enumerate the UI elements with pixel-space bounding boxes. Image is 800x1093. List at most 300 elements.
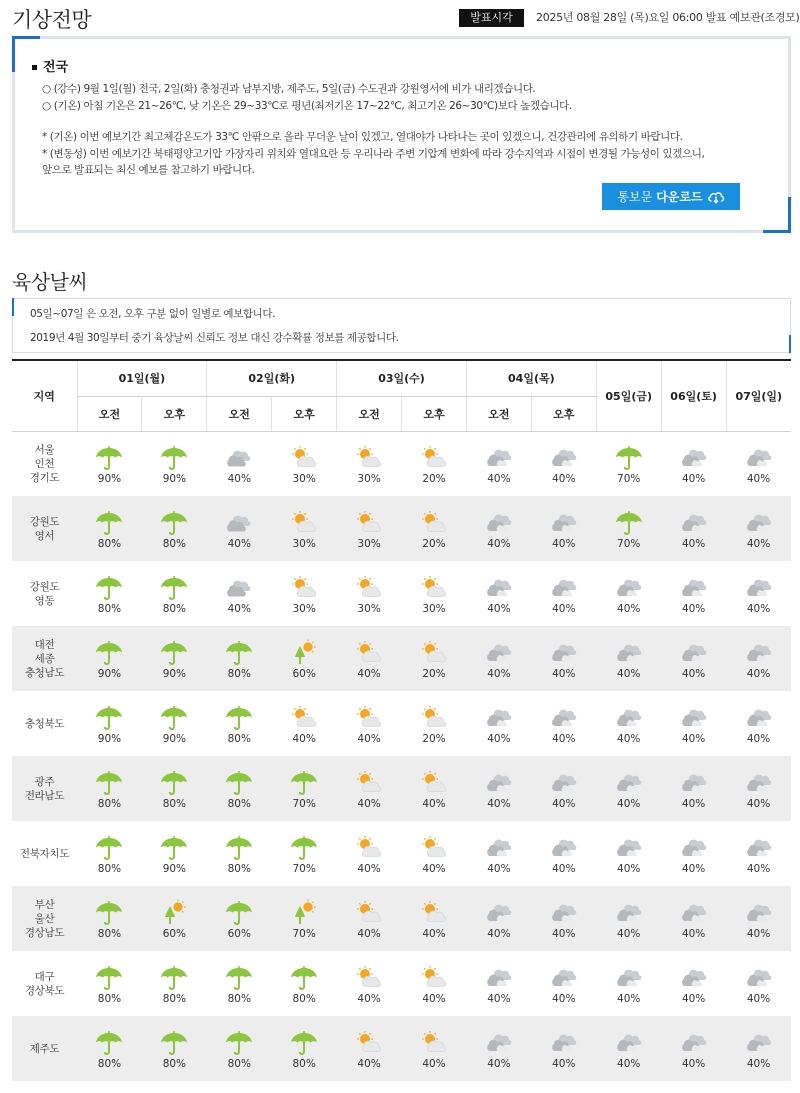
forecast-cell (596, 821, 661, 886)
date-header: 04일(목) (466, 360, 596, 396)
precip-probability: 40% (357, 1057, 381, 1070)
forecast-cell (596, 951, 661, 1016)
precip-probability: 80% (227, 862, 251, 875)
download-label: 다운로드 (656, 190, 703, 204)
forecast-outlook-box (12, 36, 791, 233)
umbrella-rain-icon (288, 963, 320, 991)
mostly-cloudy-icon (613, 833, 645, 861)
partly-cloudy-icon (353, 1028, 385, 1056)
forecast-cell (77, 756, 142, 821)
precip-probability: 40% (422, 927, 446, 940)
region-cell (12, 1016, 77, 1081)
mostly-cloudy-icon (483, 443, 515, 471)
precip-probability: 40% (681, 602, 706, 615)
mostly-cloudy-icon (743, 898, 775, 926)
forecast-cell (661, 626, 726, 691)
mostly-cloudy-icon (678, 638, 710, 666)
forecast-cell (466, 756, 531, 821)
precip-probability: 40% (746, 862, 771, 875)
forecast-cell (726, 1016, 791, 1081)
partly-cloudy-icon (353, 963, 385, 991)
precip-probability: 40% (487, 1057, 511, 1070)
mostly-cloudy-icon (483, 573, 515, 601)
partly-cloudy-icon (418, 1028, 450, 1056)
mostly-cloudy-icon (613, 638, 645, 666)
forecast-cell (272, 756, 337, 821)
umbrella-rain-icon (223, 703, 255, 731)
partly-cloudy-icon (418, 963, 450, 991)
umbrella-rain-icon (93, 508, 125, 536)
precip-probability: 40% (746, 537, 771, 550)
partly-cloudy-icon (353, 768, 385, 796)
forecast-cell (596, 561, 661, 626)
forecast-line-temperature: ○ (기온) 아침 기온은 21~26℃, 낮 기온은 29~33℃로 평년(최저기온 17~22℃, 최고기온 26~30℃)보다 높겠습니다. (42, 99, 572, 112)
forecast-cell (466, 951, 531, 1016)
forecast-cell (531, 756, 596, 821)
pm-header: 오후 (531, 396, 596, 431)
forecast-cell (337, 561, 402, 626)
precip-probability: 20% (422, 472, 446, 485)
region-name: 제주도 (29, 1042, 60, 1055)
precip-probability: 40% (746, 992, 771, 1005)
forecast-cell (142, 756, 207, 821)
corner-accent (788, 197, 791, 233)
precip-probability: 40% (422, 1057, 446, 1070)
precip-probability: 70% (292, 797, 316, 810)
forecast-cell (207, 496, 272, 561)
partly-cloudy-icon (418, 508, 450, 536)
umbrella-rain-icon (613, 508, 645, 536)
shower-icon (158, 898, 190, 926)
precip-probability: 40% (552, 732, 576, 745)
precip-probability: 40% (487, 472, 511, 485)
forecast-rows (12, 431, 791, 1081)
precip-probability: 40% (681, 667, 706, 680)
umbrella-rain-icon (93, 443, 125, 471)
region-name: 영동 (34, 594, 55, 607)
partly-cloudy-icon (418, 898, 450, 926)
umbrella-rain-icon (223, 638, 255, 666)
region-cell (12, 821, 77, 886)
mostly-cloudy-icon (483, 833, 515, 861)
umbrella-rain-icon (158, 443, 190, 471)
forecast-cell (726, 821, 791, 886)
umbrella-rain-icon (158, 703, 190, 731)
forecast-cell (661, 756, 726, 821)
mostly-cloudy-icon (678, 833, 710, 861)
forecast-cell (272, 431, 337, 496)
precip-probability: 40% (487, 537, 511, 550)
mostly-cloudy-icon (483, 768, 515, 796)
precip-probability: 40% (681, 1057, 706, 1070)
precip-probability: 40% (617, 992, 641, 1005)
region-cell (12, 886, 77, 951)
precip-probability: 40% (357, 992, 381, 1005)
precip-probability: 90% (162, 862, 187, 875)
mostly-cloudy-icon (548, 573, 580, 601)
mostly-cloudy-icon (613, 898, 645, 926)
forecast-row (12, 431, 791, 496)
forecast-cell (726, 431, 791, 496)
precip-probability: 40% (357, 667, 381, 680)
precip-probability: 40% (746, 472, 771, 485)
forecast-cell (402, 821, 467, 886)
forecast-cell (207, 1016, 272, 1081)
forecast-cell (77, 821, 142, 886)
precip-probability: 40% (552, 472, 576, 485)
region-name: 경상남도 (24, 926, 65, 939)
mostly-cloudy-icon (548, 443, 580, 471)
mostly-cloudy-icon (678, 963, 710, 991)
precip-probability: 70% (292, 862, 316, 875)
forecast-cell (596, 886, 661, 951)
mostly-cloudy-icon (678, 443, 710, 471)
precip-probability: 40% (681, 797, 706, 810)
partly-cloudy-icon (418, 573, 450, 601)
precip-probability: 20% (422, 732, 446, 745)
forecast-cell (337, 1016, 402, 1081)
umbrella-rain-icon (613, 443, 645, 471)
mostly-cloudy-icon (548, 833, 580, 861)
forecast-cell (402, 1016, 467, 1081)
partly-cloudy-icon (353, 443, 385, 471)
forecast-region-label: 전국 (43, 60, 69, 75)
precip-probability: 80% (97, 1057, 122, 1070)
mostly-cloudy-icon (483, 898, 515, 926)
forecast-cell (142, 626, 207, 691)
partly-cloudy-icon (288, 573, 320, 601)
cloudy-icon (223, 573, 255, 601)
forecast-row (12, 886, 791, 951)
forecast-cell (726, 951, 791, 1016)
am-header: 오전 (337, 396, 402, 431)
precip-probability: 70% (292, 927, 316, 940)
precip-probability: 70% (617, 472, 641, 485)
land-note: 05일~07일 은 오전, 오후 구분 없이 일별로 예보합니다. (30, 308, 276, 320)
umbrella-rain-icon (223, 898, 255, 926)
forecast-row (12, 821, 791, 886)
forecast-note: * (변동성) 이번 예보기간 북태평양고기압 가장자리 위치와 열대요란 등 우리나라 주변 기압계 변화에 따라 강수지역과 시점이 변경될 가능성이 있겠으니, (42, 147, 705, 160)
date-header: 07일(일) (726, 360, 791, 431)
mostly-cloudy-icon (613, 573, 645, 601)
mostly-cloudy-icon (743, 768, 775, 796)
precip-probability: 40% (487, 667, 511, 680)
forecast-cell (77, 951, 142, 1016)
umbrella-rain-icon (93, 573, 125, 601)
mostly-cloudy-icon (743, 573, 775, 601)
forecast-cell (207, 756, 272, 821)
top-bar (0, 0, 800, 36)
bullet-square-icon (32, 65, 37, 70)
precip-probability: 20% (422, 537, 446, 550)
forecast-cell (77, 1016, 142, 1081)
am-header: 오전 (77, 396, 142, 431)
umbrella-rain-icon (93, 638, 125, 666)
forecast-line-precipitation: ○ (강수) 9월 1일(월) 전국, 2일(화) 충청권과 남부지방, 제주도, 5일(금) 수도권과 강원영서에 비가 내리겠습니다. (42, 83, 536, 95)
forecast-cell (337, 886, 402, 951)
shower-icon (288, 898, 320, 926)
cloud-download-icon (707, 190, 725, 204)
precip-probability: 40% (487, 862, 511, 875)
forecast-cell (596, 496, 661, 561)
region-name: 충청남도 (24, 666, 65, 679)
precip-probability: 40% (617, 667, 641, 680)
forecast-cell (466, 691, 531, 756)
precip-probability: 80% (227, 667, 251, 680)
precip-probability: 40% (617, 797, 641, 810)
precip-probability: 40% (746, 797, 771, 810)
precip-probability: 40% (746, 732, 771, 745)
forecast-cell (142, 951, 207, 1016)
forecast-cell (337, 951, 402, 1016)
mostly-cloudy-icon (613, 1028, 645, 1056)
precip-probability: 30% (292, 602, 316, 615)
land-note: 2019년 4월 30일부터 중기 육상날씨 신뢰도 정보 대신 강수확률 정보를 제공합니다. (30, 332, 399, 344)
forecast-cell (466, 886, 531, 951)
forecast-cell (466, 561, 531, 626)
precip-probability: 40% (292, 732, 316, 745)
mostly-cloudy-icon (548, 508, 580, 536)
forecast-cell (77, 691, 142, 756)
precip-probability: 60% (227, 927, 251, 940)
pm-header: 오후 (402, 396, 467, 431)
forecast-cell (402, 756, 467, 821)
precip-probability: 40% (227, 602, 251, 615)
forecast-cell (531, 431, 596, 496)
partly-cloudy-icon (288, 443, 320, 471)
mostly-cloudy-icon (548, 638, 580, 666)
precip-probability: 40% (552, 992, 576, 1005)
cloudy-icon (223, 443, 255, 471)
forecast-cell (272, 626, 337, 691)
forecast-summary (42, 81, 572, 114)
forecast-cell (531, 561, 596, 626)
forecast-cell (402, 496, 467, 561)
mostly-cloudy-icon (743, 638, 775, 666)
precip-probability: 80% (227, 1057, 251, 1070)
region-column-header: 지역 (12, 360, 77, 431)
partly-cloudy-icon (353, 898, 385, 926)
download-prefix: 통보문 (617, 190, 653, 204)
forecast-cell (337, 821, 402, 886)
forecast-cell (337, 496, 402, 561)
am-header: 오전 (207, 396, 272, 431)
forecast-cell (272, 496, 337, 561)
forecast-row (12, 951, 791, 1016)
precip-probability: 80% (227, 992, 251, 1005)
precip-probability: 90% (162, 472, 187, 485)
mostly-cloudy-icon (678, 898, 710, 926)
umbrella-rain-icon (223, 1028, 255, 1056)
precip-probability: 40% (552, 1057, 576, 1070)
mostly-cloudy-icon (743, 703, 775, 731)
forecast-notes (42, 129, 742, 179)
region-name: 강원도 (29, 515, 60, 528)
forecast-cell (661, 496, 726, 561)
forecast-cell (661, 1016, 726, 1081)
umbrella-rain-icon (223, 768, 255, 796)
precip-probability: 40% (357, 862, 381, 875)
region-cell (12, 756, 77, 821)
region-name: 대전 (34, 638, 55, 651)
forecast-cell (207, 626, 272, 691)
precip-probability: 40% (617, 862, 641, 875)
precip-probability: 80% (292, 1057, 316, 1070)
forecast-cell (142, 821, 207, 886)
partly-cloudy-icon (353, 508, 385, 536)
region-name: 전북자치도 (19, 847, 70, 860)
mostly-cloudy-icon (483, 703, 515, 731)
umbrella-rain-icon (158, 963, 190, 991)
umbrella-rain-icon (158, 833, 190, 861)
forecast-cell (142, 1016, 207, 1081)
precip-probability: 40% (357, 732, 381, 745)
partly-cloudy-icon (418, 638, 450, 666)
region-cell (12, 496, 77, 561)
mostly-cloudy-icon (483, 638, 515, 666)
land-forecast-table (12, 359, 791, 1081)
precip-probability: 40% (681, 732, 706, 745)
mostly-cloudy-icon (548, 898, 580, 926)
forecast-cell (661, 821, 726, 886)
mostly-cloudy-icon (613, 703, 645, 731)
corner-accent (763, 230, 791, 233)
forecast-row (12, 561, 791, 626)
precip-probability: 40% (552, 537, 576, 550)
forecast-cell (142, 561, 207, 626)
mostly-cloudy-icon (678, 508, 710, 536)
date-header: 06일(토) (661, 360, 726, 431)
forecast-cell (272, 561, 337, 626)
precip-probability: 40% (746, 667, 771, 680)
forecast-cell (466, 431, 531, 496)
bulletin-download-button[interactable] (602, 183, 740, 210)
region-name: 경상북도 (24, 984, 65, 997)
partly-cloudy-icon (418, 443, 450, 471)
umbrella-rain-icon (93, 963, 125, 991)
precip-probability: 30% (422, 602, 446, 615)
forecast-cell (402, 626, 467, 691)
forecast-cell (207, 821, 272, 886)
precip-probability: 80% (97, 862, 122, 875)
partly-cloudy-icon (418, 703, 450, 731)
mostly-cloudy-icon (678, 768, 710, 796)
precip-probability: 40% (422, 797, 446, 810)
corner-accent (12, 298, 14, 316)
precip-probability: 40% (487, 732, 511, 745)
partly-cloudy-icon (288, 508, 320, 536)
precip-probability: 30% (357, 472, 381, 485)
precip-probability: 40% (357, 797, 381, 810)
precip-probability: 90% (162, 732, 187, 745)
mostly-cloudy-icon (743, 963, 775, 991)
forecast-cell (531, 886, 596, 951)
precip-probability: 40% (487, 927, 511, 940)
region-name: 대구 (34, 970, 55, 983)
precip-probability: 80% (97, 797, 122, 810)
umbrella-rain-icon (223, 963, 255, 991)
forecast-cell (272, 951, 337, 1016)
precip-probability: 40% (552, 862, 576, 875)
forecast-cell (207, 886, 272, 951)
region-cell (12, 951, 77, 1016)
corner-accent (789, 335, 791, 353)
precip-probability: 30% (357, 602, 381, 615)
forecast-row (12, 756, 791, 821)
forecast-cell (337, 756, 402, 821)
forecast-cell (726, 496, 791, 561)
forecast-cell (207, 431, 272, 496)
mostly-cloudy-icon (548, 703, 580, 731)
precip-probability: 40% (487, 797, 511, 810)
precip-probability: 80% (292, 992, 316, 1005)
precip-probability: 80% (97, 602, 122, 615)
forecast-cell (596, 626, 661, 691)
region-name: 경기도 (29, 471, 60, 484)
precip-probability: 80% (227, 732, 251, 745)
precip-probability: 40% (487, 992, 511, 1005)
precip-probability: 80% (162, 1057, 187, 1070)
precip-probability: 40% (746, 927, 771, 940)
forecast-cell (337, 626, 402, 691)
forecast-cell (466, 821, 531, 886)
region-name: 서울 (34, 443, 55, 456)
land-weather-notes (12, 298, 791, 353)
forecast-cell (142, 431, 207, 496)
forecast-row (12, 691, 791, 756)
forecast-cell (77, 496, 142, 561)
forecast-cell (596, 1016, 661, 1081)
region-name: 충청북도 (24, 717, 65, 730)
precip-probability: 40% (681, 537, 706, 550)
umbrella-rain-icon (158, 1028, 190, 1056)
mostly-cloudy-icon (483, 508, 515, 536)
region-name: 영서 (34, 529, 55, 542)
precip-probability: 40% (617, 602, 641, 615)
corner-accent (12, 36, 15, 72)
forecast-cell (402, 951, 467, 1016)
forecast-cell (77, 431, 142, 496)
mostly-cloudy-icon (613, 963, 645, 991)
pm-header: 오후 (272, 396, 337, 431)
forecast-cell (726, 756, 791, 821)
region-name: 세종 (34, 652, 55, 665)
region-cell (12, 561, 77, 626)
forecast-row (12, 626, 791, 691)
forecast-cell (402, 691, 467, 756)
precip-probability: 80% (162, 992, 187, 1005)
mostly-cloudy-icon (483, 1028, 515, 1056)
umbrella-rain-icon (93, 703, 125, 731)
region-name: 울산 (34, 912, 55, 925)
forecast-cell (596, 691, 661, 756)
precip-probability: 30% (292, 537, 316, 550)
partly-cloudy-icon (288, 703, 320, 731)
forecast-cell (402, 886, 467, 951)
forecast-cell (337, 691, 402, 756)
land-weather-title: 육상날씨 (12, 270, 88, 294)
precip-probability: 40% (422, 992, 446, 1005)
forecast-cell (402, 431, 467, 496)
forecast-cell (661, 561, 726, 626)
precip-probability: 60% (162, 927, 187, 940)
forecast-cell (661, 691, 726, 756)
precip-probability: 60% (292, 667, 316, 680)
region-name: 부산 (34, 898, 55, 911)
forecast-row (12, 1016, 791, 1081)
umbrella-rain-icon (288, 1028, 320, 1056)
forecast-cell (726, 561, 791, 626)
